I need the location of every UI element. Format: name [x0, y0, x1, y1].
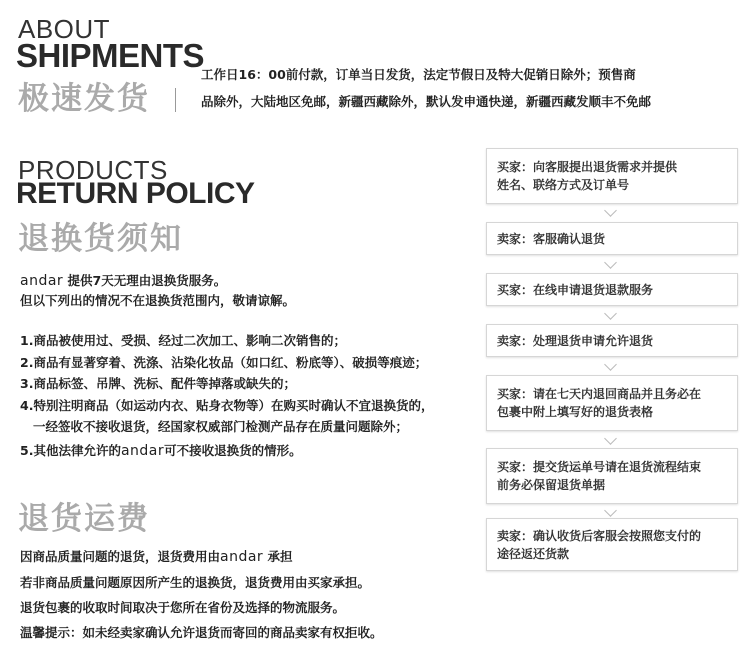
return-step-7: [486, 518, 738, 571]
shipments-title-en-1: ABOUT: [18, 14, 111, 44]
return-step-4-line-1: 卖家：处理退货申请允许退货: [497, 334, 654, 348]
return-step-6-line-1: 买家：提交货运单号请在退货流程结束: [497, 460, 702, 474]
chevron-down-icon: [604, 504, 617, 517]
returns-title-cn: 退换货须知: [18, 221, 183, 257]
returns-title-en-2: RETURN POLICY: [16, 177, 255, 210]
chevron-down-icon: [604, 307, 617, 320]
chevron-down-icon: [604, 358, 617, 371]
brand-name-2: andar: [120, 442, 165, 459]
policy-item-5-post: 可不接收退换货的情形。: [164, 442, 302, 458]
return-step-1-line-2: 姓名、联络方式及订单号: [497, 178, 630, 192]
return-step-3: [486, 273, 738, 306]
chevron-down-icon: [604, 256, 617, 269]
return-step-2-line-1: 卖家：客服确认退货: [497, 232, 606, 246]
brand-name-3: andar: [220, 549, 264, 565]
brand-name: andar: [20, 273, 64, 289]
policy-item-4-cont: 一经签收不接收退货，经国家权威部门检测产品存在质量问题除外；: [20, 419, 409, 434]
chevron-down-icon: [604, 432, 617, 445]
policy-item-5-pre: 5.其他法律允许的: [20, 442, 121, 458]
fee-text-block: [20, 544, 383, 645]
returns-intro-line-1: [20, 271, 295, 291]
fee-title-cn: 退货运费: [18, 501, 150, 537]
chevron-down-icon: [604, 204, 617, 217]
fee-line-1: [20, 544, 383, 570]
returns-policy-list: [20, 330, 480, 462]
policy-item-1: 1.商品被使用过、受损、经过二次加工、影响二次销售的；: [20, 333, 346, 348]
return-step-1-line-1: 买家：向客服提出退货需求并提供: [497, 160, 678, 174]
return-step-2: [486, 222, 738, 255]
policy-item-3: 3.商品标签、吊牌、洗标、配件等掉落或缺失的；: [20, 376, 296, 391]
fee-line-2: 若非商品质量问题原因所产生的退换货，退货费用由买家承担。: [20, 575, 371, 590]
fee-line-3: 退货包裹的收取时间取决于您所在省份及选择的物流服务。: [20, 600, 346, 615]
returns-intro: [20, 271, 295, 311]
returns-title-en-1: PRODUCTS: [18, 155, 168, 185]
fee-line-4: 温馨提示：如未经卖家确认允许退货而寄回的商品卖家有权拒收。: [20, 625, 383, 640]
fee-line-1-post: 承担: [263, 549, 293, 564]
shipments-title-en-2: SHIPMENTS: [16, 37, 205, 74]
shipments-line-2: 品除外，大陆地区免邮，新疆西藏除外，默认发申通快递，新疆西藏发顺丰不免邮: [201, 94, 652, 109]
return-step-3-line-1: 买家：在线申请退货退款服务: [497, 283, 654, 297]
return-step-4: [486, 324, 738, 357]
return-step-7-line-2: 途径返还货款: [497, 547, 570, 561]
return-step-5: [486, 375, 738, 431]
return-step-5-line-2: 包裹中附上填写好的退货表格: [497, 405, 654, 419]
policy-item-2: 2.商品有显著穿着、洗涤、沾染化妆品（如口红、粉底等）、破损等痕迹；: [20, 354, 428, 370]
policy-item-5: [20, 440, 480, 463]
policy-item-4: 4.特别注明商品（如运动内衣、贴身衣物等）在购买时确认不宜退换货的，: [20, 397, 434, 413]
return-step-7-line-1: 卖家：确认收货后客服会按照您支付的: [497, 529, 702, 543]
returns-intro-text-1: 提供7天无理由退换货服务。: [63, 273, 227, 288]
return-step-5-line-1: 买家：请在七天内退回商品并且务必在: [497, 387, 702, 401]
return-step-6-line-2: 前务必保留退货单据: [497, 478, 606, 492]
shipments-title-cn: 极速发货: [18, 81, 150, 117]
shipments-divider: [175, 88, 176, 112]
fee-line-1-pre: 因商品质量问题的退货，退货费用由: [20, 549, 221, 564]
return-step-6: [486, 448, 738, 504]
return-step-1: [486, 148, 738, 204]
shipments-line-1: 工作日16：00前付款，订单当日发货，法定节假日及特大促销日除外；预售商: [201, 67, 636, 82]
returns-intro-line-2: 但以下列出的情况不在退换货范围内，敬请谅解。: [20, 293, 296, 308]
